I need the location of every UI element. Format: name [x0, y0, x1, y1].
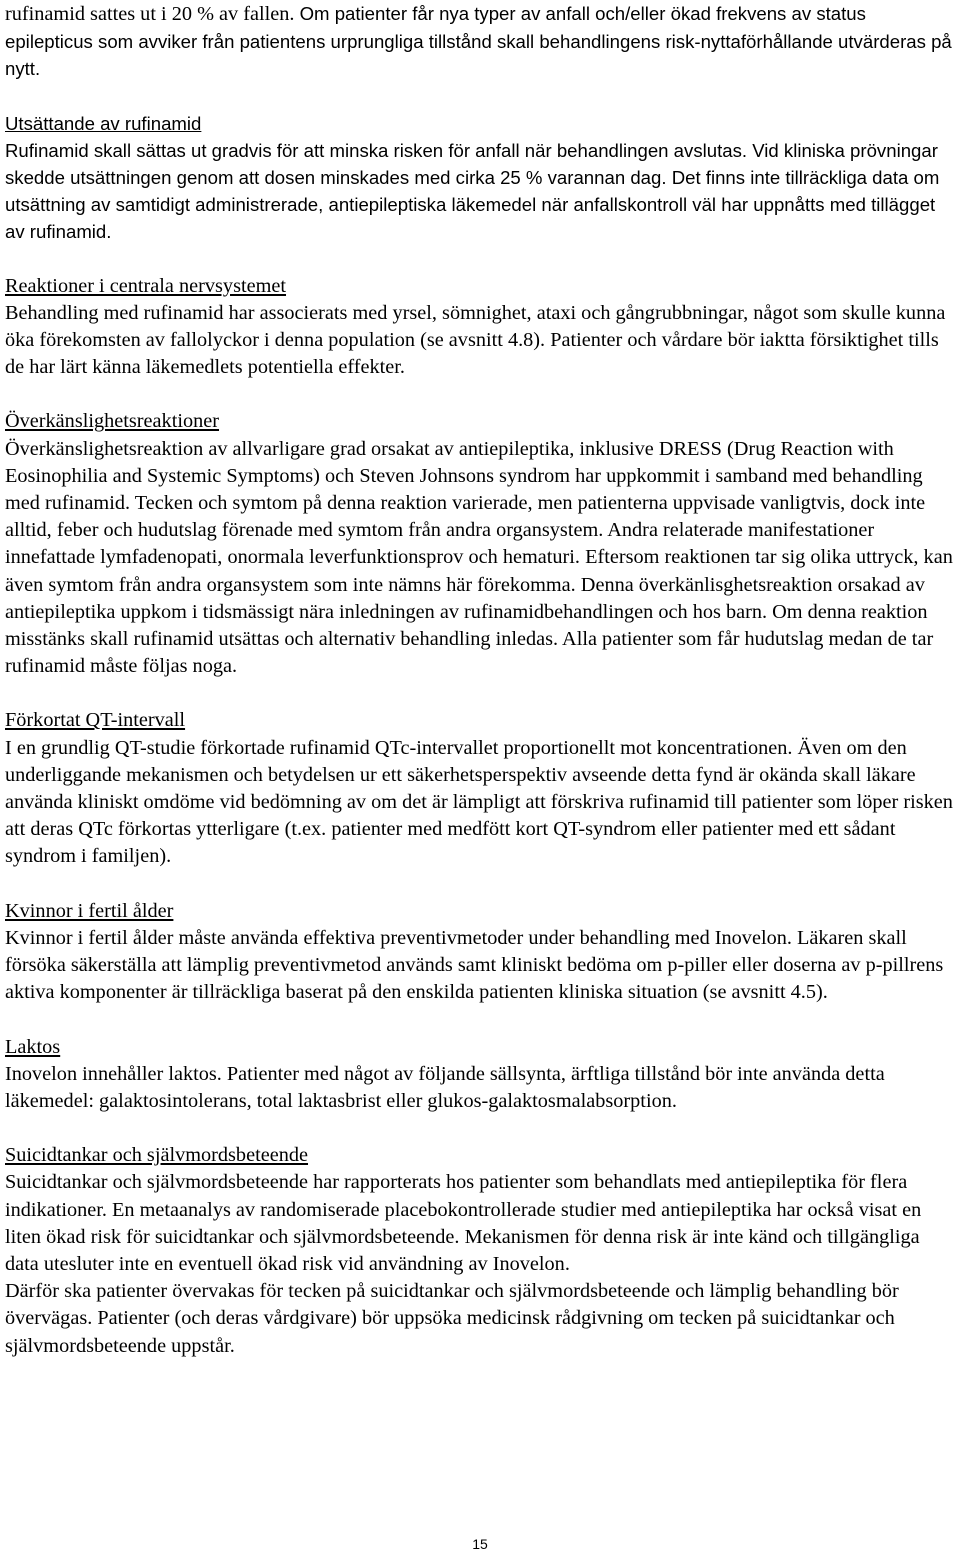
- section-reaktioner-cns: [5, 273, 957, 382]
- section-laktos: [5, 1034, 957, 1116]
- section-paragraph: Suicidtankar och självmordsbeteende har rapporterats hos patienter som behandlats med antiepileptika för flera indikationer. En metaanalys av randomiserade placebokontrollerade studier med antiepileptika har också visat en liten ökad risk för suicidtankar och självmordsbeteende. Mekanismen för denna risk är inte känd och tillgängliga data utesluter inte en eventuell ökad risk vid användning av Inovelon.: [5, 1171, 922, 1275]
- section-heading: Suicidtankar och självmordsbeteende: [5, 1144, 309, 1167]
- intro-text-sans: Om patienter får nya typer av anfall och/eller ökad frekvens av status epilepticus som avviker från patientens urprungliga tillstånd skall behandlingens risk-nyttaförhållande utvärderas på nytt.: [5, 3, 952, 80]
- section-heading: Kvinnor i fertil ålder: [5, 899, 174, 922]
- section-suicidtankar: [5, 1142, 957, 1360]
- section-heading: Utsättande av rufinamid: [5, 112, 202, 134]
- section-heading: Överkänslighetsreaktioner: [5, 410, 220, 433]
- section-utsattande: [5, 110, 957, 246]
- section-paragraph: Kvinnor i fertil ålder måste använda effektiva preventivmetoder under behandling med Inovelon. Läkaren skall försöka säkerställa att lämplig preventivmetod används samt kliniskt bedöma om p-piller eller doserna av p-pillrens aktiva komponenter är tillräckliga baserat på den enskilda patienten kliniska situation (se avsnitt 4.5).: [5, 926, 944, 1004]
- section-qt-intervall: [5, 707, 957, 870]
- intro-text-serif: rufinamid sattes ut i 20 % av fallen.: [5, 3, 300, 25]
- section-paragraph: Överkänslighetsreaktion av allvarligare grad orsakat av antiepileptika, inklusive DRESS (Drug Reaction with Eosinophilia and Systemic Symptoms) och Steven Johnsons syndrom har uppkommit i samband med behandling med rufinamid. Tecken och symtom på denna reaktion varierade, men patienterna uppvisade vanligtvis, dock inte alltid, feber och hudutslag förenade med symtom från andra organsystem. Andra relaterade manifestationer innefattade lymfadenopati, onormala leverfunktionsprov och hematuri. Eftersom reaktionen tar sig olika uttryck, kan även symtom från andra organsystem som inte nämns här förekomma. Denna överkänlisghetsreaktion orsakad av antiepileptika uppkom i tidsmässigt nära inledningen av rufinamidbehandlingen och hos barn. Om denna reaktion misstänks skall rufinamid utsättas och alternativ behandling inledas. Alla patienter som får hudutslag medan de tar rufinamid måste följas noga.: [5, 437, 953, 678]
- section-paragraph: I en grundlig QT-studie förkortade rufinamid QTc-intervallet proportionellt mot koncentrationen. Även om den underliggande mekanismen och betydelsen ur ett säkerhetsperspektiv avseende detta fynd är okända skall läkare använda kliniskt omdöme vid bedömning av om det är lämpligt att förskriva rufinamid till patienter som löper risken att deras QTc förkortas ytterligare (t.ex. patienter med medfött kort QT-syndrom eller patienter med ett sådant syndrom i familjen).: [5, 736, 953, 868]
- section-paragraph: Inovelon innehåller laktos. Patienter med något av följande sällsynta, ärftliga tillstånd bör inte använda detta läkemedel: galaktosintolerans, total laktasbrist eller glukos-galaktosmalabsorption.: [5, 1062, 885, 1112]
- intro-paragraph: [5, 0, 957, 83]
- section-paragraph: Rufinamid skall sättas ut gradvis för att minska risken för anfall när behandlingen avslutas. Vid kliniska prövningar skedde utsättningen genom att dosen minskades med cirka 25 % varannan dag. Det finns inte tillräckliga data om utsättning av samtidigt administrerade, antiepileptiska läkemedel när anfallskontroll väl har uppnåtts med tillägget av rufinamid.: [5, 139, 940, 243]
- section-kvinnor-fertil-alder: [5, 898, 957, 1007]
- document-page: [5, 0, 957, 1360]
- section-heading: Reaktioner i centrala nervsystemet: [5, 274, 287, 297]
- section-paragraph: Därför ska patienter övervakas för tecken på suicidtankar och självmordsbeteende och lämplig behandling bör övervägas. Patienter (och deras vårdgivare) bör uppsöka medicinsk rådgivning om tecken på suicidtankar och självmordsbeteende uppstår.: [5, 1280, 899, 1357]
- section-heading: Förkortat QT-intervall: [5, 709, 186, 732]
- page-number: 15: [472, 1536, 488, 1552]
- section-paragraph: Behandling med rufinamid har associerats med yrsel, sömnighet, ataxi och gångrubbningar, något som skulle kunna öka förekomsten av fallolyckor i denna population (se avsnitt 4.8). Patienter och vårdare bör iaktta försiktighet tills de har lärt känna läkemedlets potentiella effekter.: [5, 301, 946, 379]
- section-overkanslighet: [5, 408, 957, 680]
- section-heading: Laktos: [5, 1035, 61, 1058]
